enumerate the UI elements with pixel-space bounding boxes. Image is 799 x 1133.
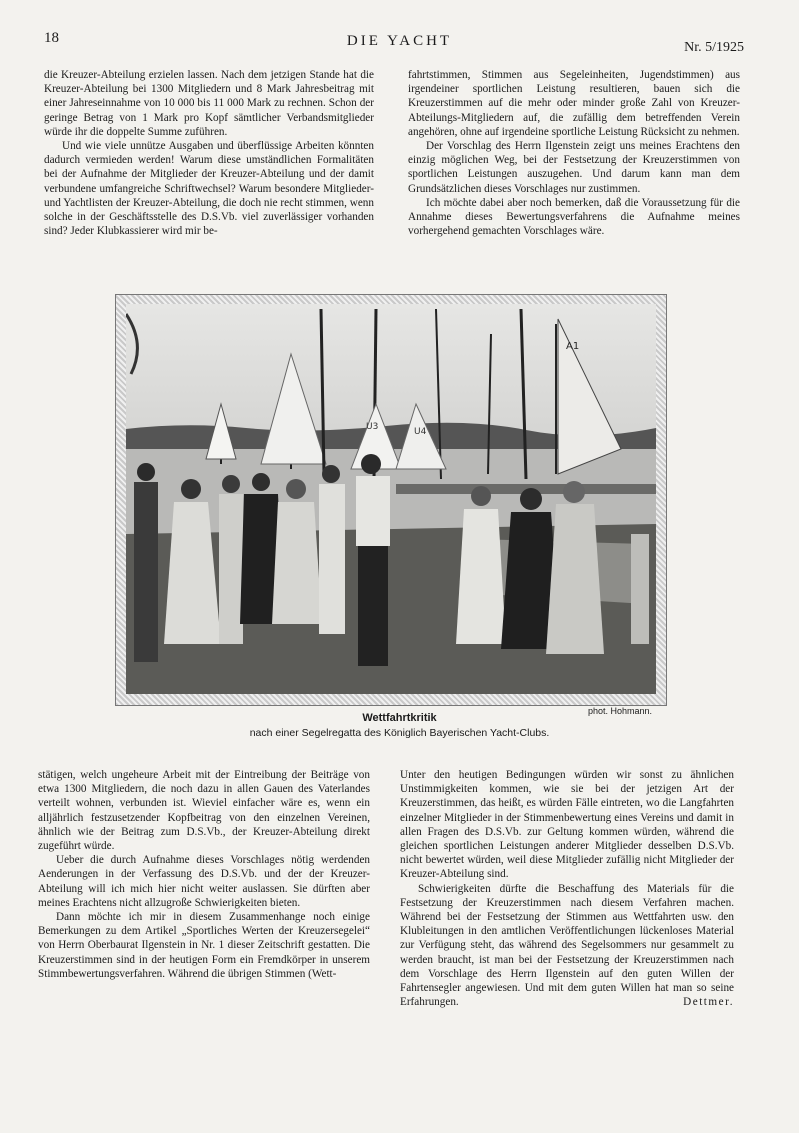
- author-signature: Dettmer.: [683, 996, 734, 1009]
- column-top-left: [44, 68, 374, 238]
- running-title: DIE YACHT: [346, 33, 453, 49]
- column-bottom-right: [400, 768, 734, 1009]
- figure-caption-title: Wettfahrtkritik: [362, 712, 437, 724]
- sail-number: A1: [566, 341, 580, 352]
- paragraph: Ueber die durch Aufnahme dieses Vorschlages nötig werdenden Aenderungen in der Verfassung des D.S.Vb. und der der Kreuzer-Abteilung will ich mich hier nicht weiter auslassen. Sie dürften aber meines Erachtens nicht allzugroße Schwierigkeiten bieten.: [38, 854, 370, 909]
- page-number: 18: [44, 30, 59, 46]
- paragraph: Ich möchte dabei aber noch bemerken, daß die Voraussetzung für die Annahme dieses Bewertungsverfahrens die Aufnahme meines vorhergehend gemachten Vorschlages wäre.: [408, 196, 740, 238]
- sail-number: U3: [366, 422, 379, 432]
- paragraph: Unter den heutigen Bedingungen würden wir sonst zu ähnlichen Unstimmigkeiten kommen, wie sie bei der jetzigen Art der Kreuzerstimmen, das heißt, es würden Fälle eintreten, wo die Langfahrten einzelner Mitglieder in der Stimmenbewertung eines Vereins und damit in allen Fragen des D.S.Vb. zur Geltung kommen würden, während die gleichen sportlichen Leistungen anderer Mitglieder desselben D.S.Vb. nicht bewertet würden, weil diese Mitglieder zufällig nicht Mitglieder der Kreuzer-Abteilung sind.: [400, 769, 734, 881]
- column-bottom-left: [38, 768, 370, 981]
- paragraph-text: Schwierigkeiten dürfte die Beschaffung des Materials für die Festsetzung der Kreuzerstimmen nach diesem Verfahren machen. Während bei der Festsetzung der Stimmen aus Wettfahrten usw. den Klubleitungen in den amtlichen Veröffentlichungen lückenloses Material zur Verfügung steht, das während des Segelsommers nur gesammelt zu werden braucht, ist man bei der Festsetzung der Kreuzerstimmen nach dem Vorschlage des Herrn Ilgenstein auf den guten Willen der Fahrtensegler angewiesen. Und mit dem guten Willen hat man so seine Erfahrungen.: [400, 882, 734, 1009]
- sail-number: U4: [414, 427, 427, 437]
- paragraph: die Kreuzer-Abteilung erzielen lassen. Nach dem jetzigen Stande hat die Kreuzer-Abteilung bei 1300 Mitgliedern und 8 Mark Jahresbeitrag mit einer Jahreseinnahme von 10 000 bis 11 000 Mark zu rechnen. Schon der geringe Betrag von 1 Mark pro Kopf sämtlicher Verbandsmitglieder würde ihr die doppelte Summe zuführen.: [44, 69, 374, 138]
- column-top-right: [408, 68, 740, 238]
- paragraph: fahrtstimmen, Stimmen aus Segeleinheiten, Jugendstimmen) aus irgendeiner sportlichen Leistung resultieren, bauen sich die Kreuzerstimmen auf die mehr oder minder große Zahl von Kreuzer-Abteilungs-Mitgliedern auf, die zufällig dem betreffenden Verein angehören, ohne auf irgendeine sportliche Leistung Rücksicht zu nehmen.: [408, 69, 740, 138]
- paragraph: Der Vorschlag des Herrn Ilgenstein zeigt uns meines Erachtens den einzig möglichen Weg, bei der Festsetzung der Kreuzerstimmen von sportlichen Leistungen auszugehen. Und darum kann man dem Grundsätzlichen dieses Vorschlages nur zustimmen.: [408, 140, 740, 195]
- paragraph: stätigen, welch ungeheure Arbeit mit der Eintreibung der Beiträge von etwa 1300 Mitgliedern, die noch dazu in allen Gauen des Vaterlandes verteilt wohnen, verbunden ist. Wieviel einfacher wäre es, wenn ein alljährlich festzusetzender Kopfbeitrag von den einzelnen Vereinen, ähnlich wie der Beitrag zum D.S.Vb., der Kreuzer-Abteilung direkt zugeführt würde.: [38, 769, 370, 853]
- paragraph: Und wie viele unnütze Ausgaben und überflüssige Arbeiten könnten dadurch vermieden werden! Warum diese umständlichen Formalitäten bei der Aufnahme der Mitglieder der Kreuzer-Abteilung und der damit verbundene umfangreiche Schriftwechsel? Warum besondere Mitglieder- und Yachtlisten der Kreuzer-Abteilung, die doch nie recht stimmen, wenn solche in der Geschäftsstelle des D.S.Vb. viel zuverlässiger vorhanden sind? Jeder Klubkassierer wird mir be-: [44, 140, 374, 238]
- photo-frame: [115, 294, 667, 706]
- regatta-photo-illustration: [126, 304, 656, 694]
- paragraph: [400, 882, 734, 1010]
- issue-number: Nr. 5/1925: [684, 40, 744, 55]
- photo-credit: phot. Hohmann.: [588, 706, 653, 716]
- figure-caption-subtitle: nach einer Segelregatta des Königlich Bayerischen Yacht-Clubs.: [249, 727, 550, 739]
- paragraph: Dann möchte ich mir in diesem Zusammenhange noch einige Bemerkungen zu dem Artikel „Sportliches Werten der Kreuzersegelei“ von Herrn Oberbaurat Ilgenstein in Nr. 1 dieser Zeitschrift gestatten. Die Kreuzerstimmen sind in der heutigen Form ein Fremdkörper in unserem Stimmbewertungsverfahren. Während die übrigen Stimmen (Wett-: [38, 911, 370, 980]
- regatta-photo: [126, 304, 656, 694]
